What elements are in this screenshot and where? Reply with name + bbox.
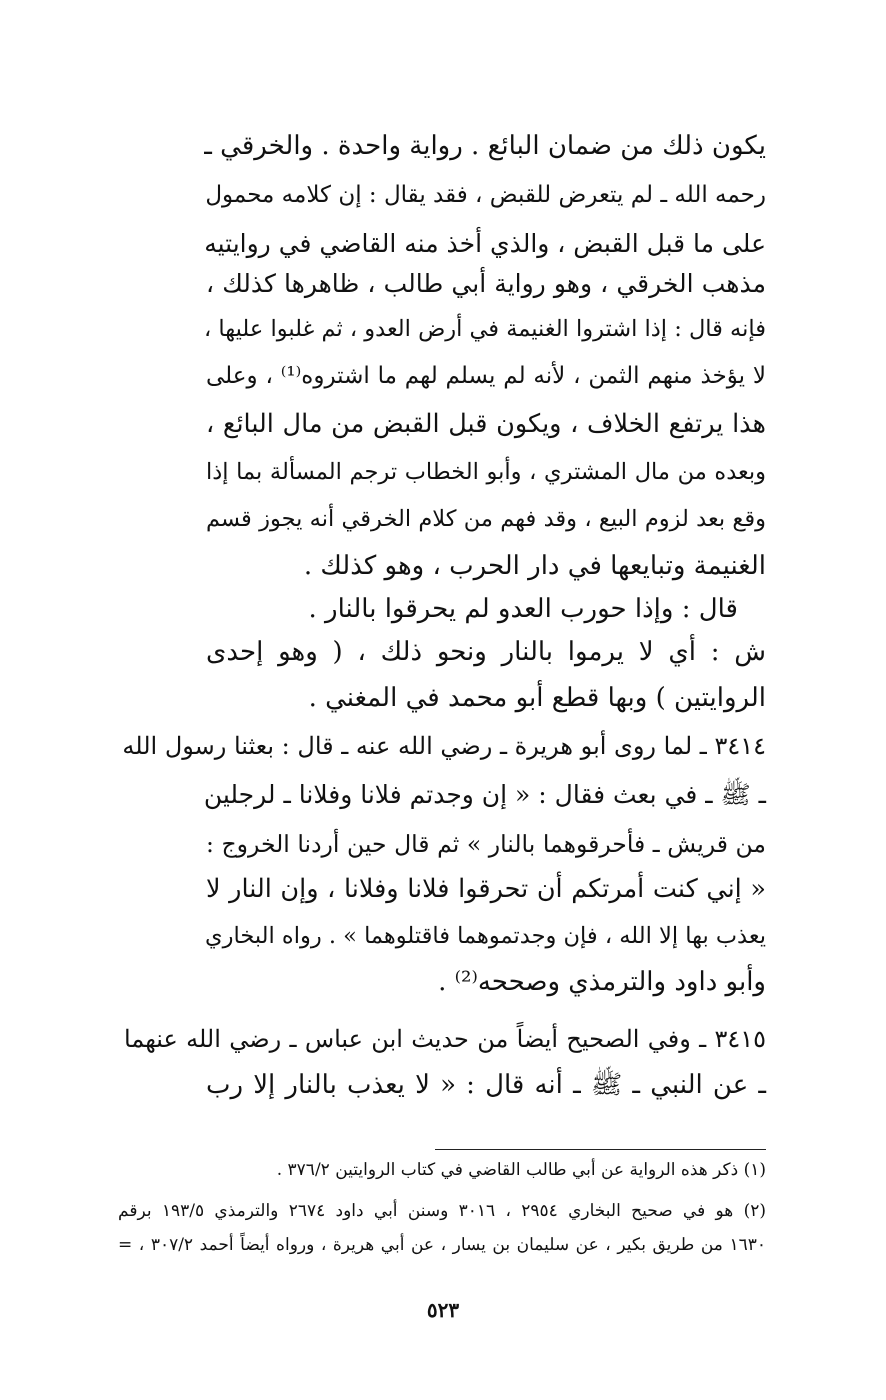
body-line: ـ عن النبي ـ ﷺ ـ أنه قال : « لا يعذب بالنار إلا رب bbox=[206, 1070, 766, 1100]
body-line: وبعده من مال المشتري ، وأبو الخطاب ترجم المسألة بما إذا bbox=[206, 459, 766, 485]
body-line: وأبو داود والترمذي وصححه⁽²⁾ . bbox=[438, 967, 766, 997]
body-line: « إني كنت أمرتكم أن تحرقوا فلانا وفلانا ، وإن النار لا bbox=[206, 874, 766, 904]
body-line: ش : أي لا يرموا بالنار ونحو ذلك ، ( وهو إحدى bbox=[206, 637, 766, 667]
hadith-3414-line: ٣٤١٤ ـ لما روى أبو هريرة ـ رضي الله عنه ـ قال : بعثنا رسول الله bbox=[122, 732, 766, 760]
body-line: مذهب الخرقي ، وهو رواية أبي طالب ، ظاهرها كذلك ، bbox=[206, 269, 766, 298]
footnote-separator bbox=[435, 1149, 766, 1150]
page-number: ٥٢٣ bbox=[426, 1298, 460, 1322]
section-heading: قال : وإذا حورب العدو لم يحرقوا بالنار . bbox=[308, 594, 738, 624]
body-line: رحمه الله ـ لم يتعرض للقبض ، فقد يقال : إن كلامه محمول bbox=[205, 182, 766, 208]
body-line: يكون ذلك من ضمان البائع . رواية واحدة . والخرقي ـ bbox=[204, 131, 766, 161]
footnote: (٢) هو في صحيح البخاري ٢٩٥٤ ، ٣٠١٦ وسنن أبي داود ٢٦٧٤ والترمذي ١٩٣/٥ برقم bbox=[118, 1201, 766, 1221]
body-line: ـ ﷺ ـ في بعث فقال : « إن وجدتم فلانا وفلانا ـ لرجلين bbox=[203, 780, 766, 809]
hadith-3415-line: ٣٤١٥ ـ وفي الصحيح أيضاً من حديث ابن عباس ـ رضي الله عنهما bbox=[124, 1025, 766, 1053]
body-line: الروايتين ) وبها قطع أبو محمد في المغني . bbox=[308, 683, 766, 713]
body-line: فإنه قال : إذا اشتروا الغنيمة في أرض العدو ، ثم غلبوا عليها ، bbox=[203, 316, 766, 342]
footnote: (١) ذكر هذه الرواية عن أبي طالب القاضي في كتاب الروايتين ٣٧٦/٢ . bbox=[276, 1160, 766, 1180]
body-line: هذا يرتفع الخلاف ، ويكون قبل القبض من مال البائع ، bbox=[206, 409, 766, 439]
body-line: لا يؤخذ منهم الثمن ، لأنه لم يسلم لهم ما اشتروه⁽¹⁾ ، وعلى bbox=[206, 363, 766, 389]
body-line: وقع بعد لزوم البيع ، وقد فهم من كلام الخرقي أنه يجوز قسم bbox=[206, 506, 766, 532]
body-line: يعذب بها إلا الله ، فإن وجدتموهما فاقتلوهما » . رواه البخاري bbox=[205, 923, 766, 949]
body-line: الغنيمة وتبايعها في دار الحرب ، وهو كذلك . bbox=[303, 551, 766, 581]
body-line: على ما قبل القبض ، والذي أخذ منه القاضي في روايتيه bbox=[204, 229, 766, 258]
footnote: ١٦٣٠ من طريق بكير ، عن سليمان بن يسار ، عن أبي هريرة ، ورواه أيضاً أحمد ٣٠٧/٢ ، = bbox=[118, 1235, 766, 1255]
body-line: من قريش ـ فأحرقوهما بالنار » ثم قال حين أردنا الخروج : bbox=[206, 830, 766, 858]
